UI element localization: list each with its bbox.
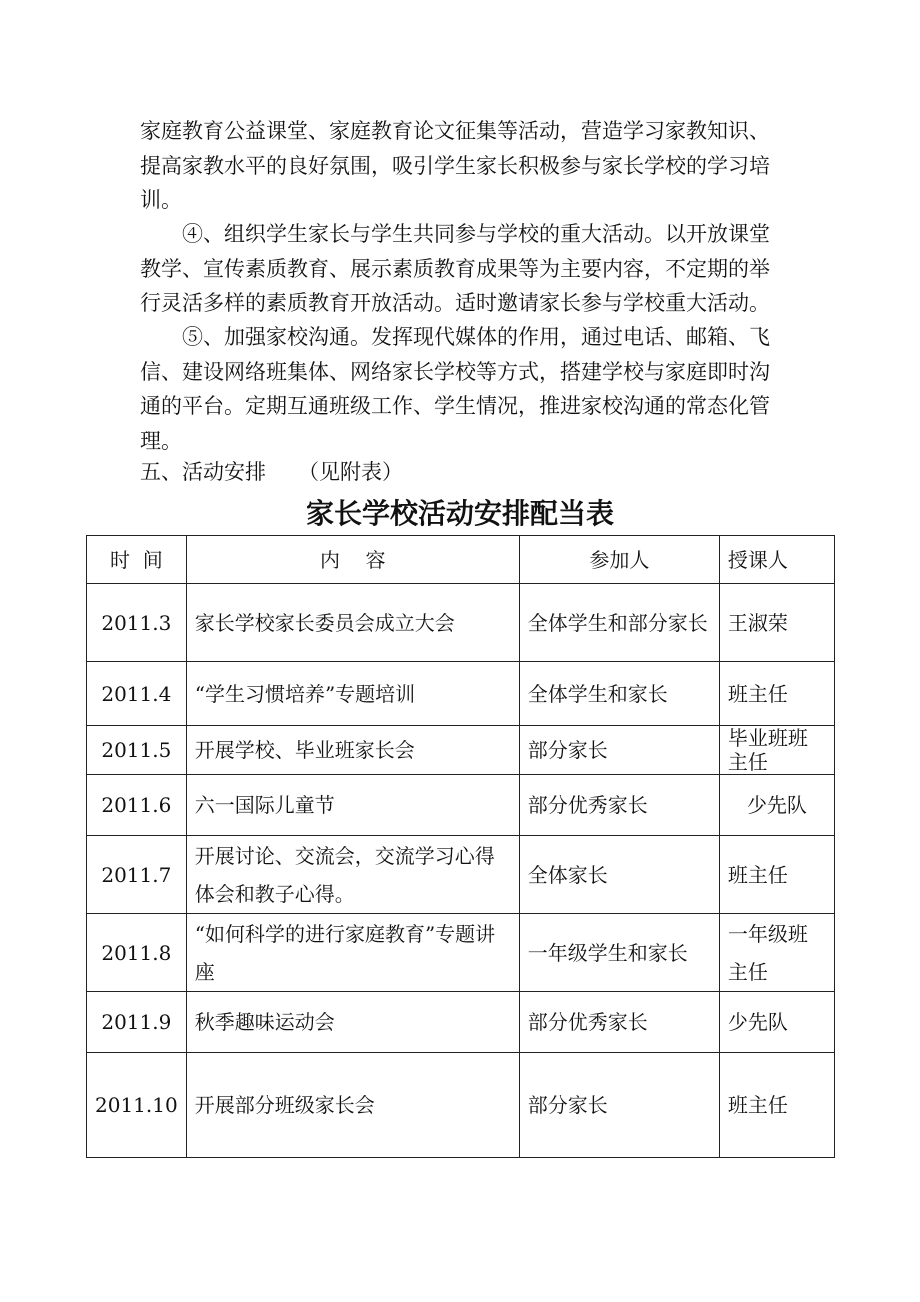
cell-content: 开展学校、毕业班家长会: [186, 726, 519, 775]
section-title: 五、活动安排: [140, 460, 266, 484]
cell-participants: 全体家长: [519, 836, 719, 914]
cell-teacher: 班主任: [719, 836, 834, 914]
paragraph-2: [140, 217, 790, 321]
table-row: [87, 775, 835, 836]
table-row: [87, 584, 835, 662]
header-content: 内 容: [186, 536, 519, 584]
table-row: [87, 992, 835, 1053]
cell-time: 2011.10: [87, 1053, 187, 1158]
section-note: （见附表）: [298, 460, 403, 484]
header-time: 时 间: [87, 536, 187, 584]
schedule-table: [86, 535, 835, 1158]
cell-participants: 一年级学生和家长: [519, 914, 719, 992]
cell-participants: 全体学生和家长: [519, 662, 719, 726]
table-title: 家长学校活动安排配当表: [305, 497, 614, 530]
cell-time: 2011.4: [87, 662, 187, 726]
paragraph-line: ⑤、加强家校沟通。发挥现代媒体的作用，通过电话、邮箱、飞: [182, 325, 770, 349]
paragraph-line: 家庭教育公益课堂、家庭教育论文征集等活动，营造学习家教知识、: [140, 119, 770, 143]
table-header-row: [87, 536, 835, 584]
cell-teacher: 班主任: [719, 1053, 834, 1158]
cell-content: 开展部分班级家长会: [186, 1053, 519, 1158]
table-row: [87, 1053, 835, 1158]
cell-time: 2011.6: [87, 775, 187, 836]
paragraph-line: 信、建设网络班集体、网络家长学校等方式，搭建学校与家庭即时沟: [140, 359, 770, 384]
cell-content: “如何科学的进行家庭教育”专题讲座: [186, 914, 519, 992]
table-row: [87, 726, 835, 775]
cell-time: 2011.5: [87, 726, 187, 775]
cell-teacher: 少先队: [719, 775, 834, 836]
cell-participants: 部分优秀家长: [519, 775, 719, 836]
cell-teacher: 班主任: [719, 662, 834, 726]
cell-time: 2011.8: [87, 914, 187, 992]
paragraph-line: 通的平台。定期互通班级工作、学生情况，推进家校沟通的常态化管: [140, 394, 770, 418]
paragraph-line: 提高家教水平的良好氛围，吸引学生家长积极参与家长学校的学习培: [140, 153, 770, 178]
cell-participants: 部分优秀家长: [519, 992, 719, 1053]
paragraph-line: 教学、宣传素质教育、展示素质教育成果等为主要内容，不定期的举: [140, 256, 770, 281]
cell-content: 六一国际儿童节: [186, 775, 519, 836]
header-teacher: 授课人: [719, 536, 834, 584]
paragraph-line: 理。: [140, 428, 182, 453]
cell-time: 2011.7: [87, 836, 187, 914]
cell-teacher: 少先队: [719, 992, 834, 1053]
header-participants: 参加人: [519, 536, 719, 584]
cell-content: “学生习惯培养”专题培训: [186, 662, 519, 726]
paragraph-line: 训。: [140, 188, 182, 212]
cell-content: 秋季趣味运动会: [186, 992, 519, 1053]
cell-participants: 部分家长: [519, 1053, 719, 1158]
cell-content: 开展讨论、交流会，交流学习心得体会和教子心得。: [186, 836, 519, 914]
cell-time: 2011.3: [87, 584, 187, 662]
section-heading: [140, 456, 403, 486]
paragraph-3: [140, 320, 790, 458]
cell-participants: 部分家长: [519, 726, 719, 775]
cell-teacher: 王淑荣: [719, 584, 834, 662]
cell-teacher: 一年级班主任: [719, 914, 834, 992]
paragraph-line: ④、组织学生家长与学生共同参与学校的重大活动。以开放课堂: [182, 222, 770, 246]
paragraph-1: [140, 114, 790, 218]
cell-teacher: 毕业班班主任: [719, 726, 834, 775]
paragraph-line: 行灵活多样的素质教育开放活动。适时邀请家长参与学校重大活动。: [140, 291, 770, 315]
table-row: [87, 914, 835, 992]
cell-time: 2011.9: [87, 992, 187, 1053]
table-row: [87, 662, 835, 726]
cell-participants: 全体学生和部分家长: [519, 584, 719, 662]
table-row: [87, 836, 835, 914]
cell-content: 家长学校家长委员会成立大会: [186, 584, 519, 662]
